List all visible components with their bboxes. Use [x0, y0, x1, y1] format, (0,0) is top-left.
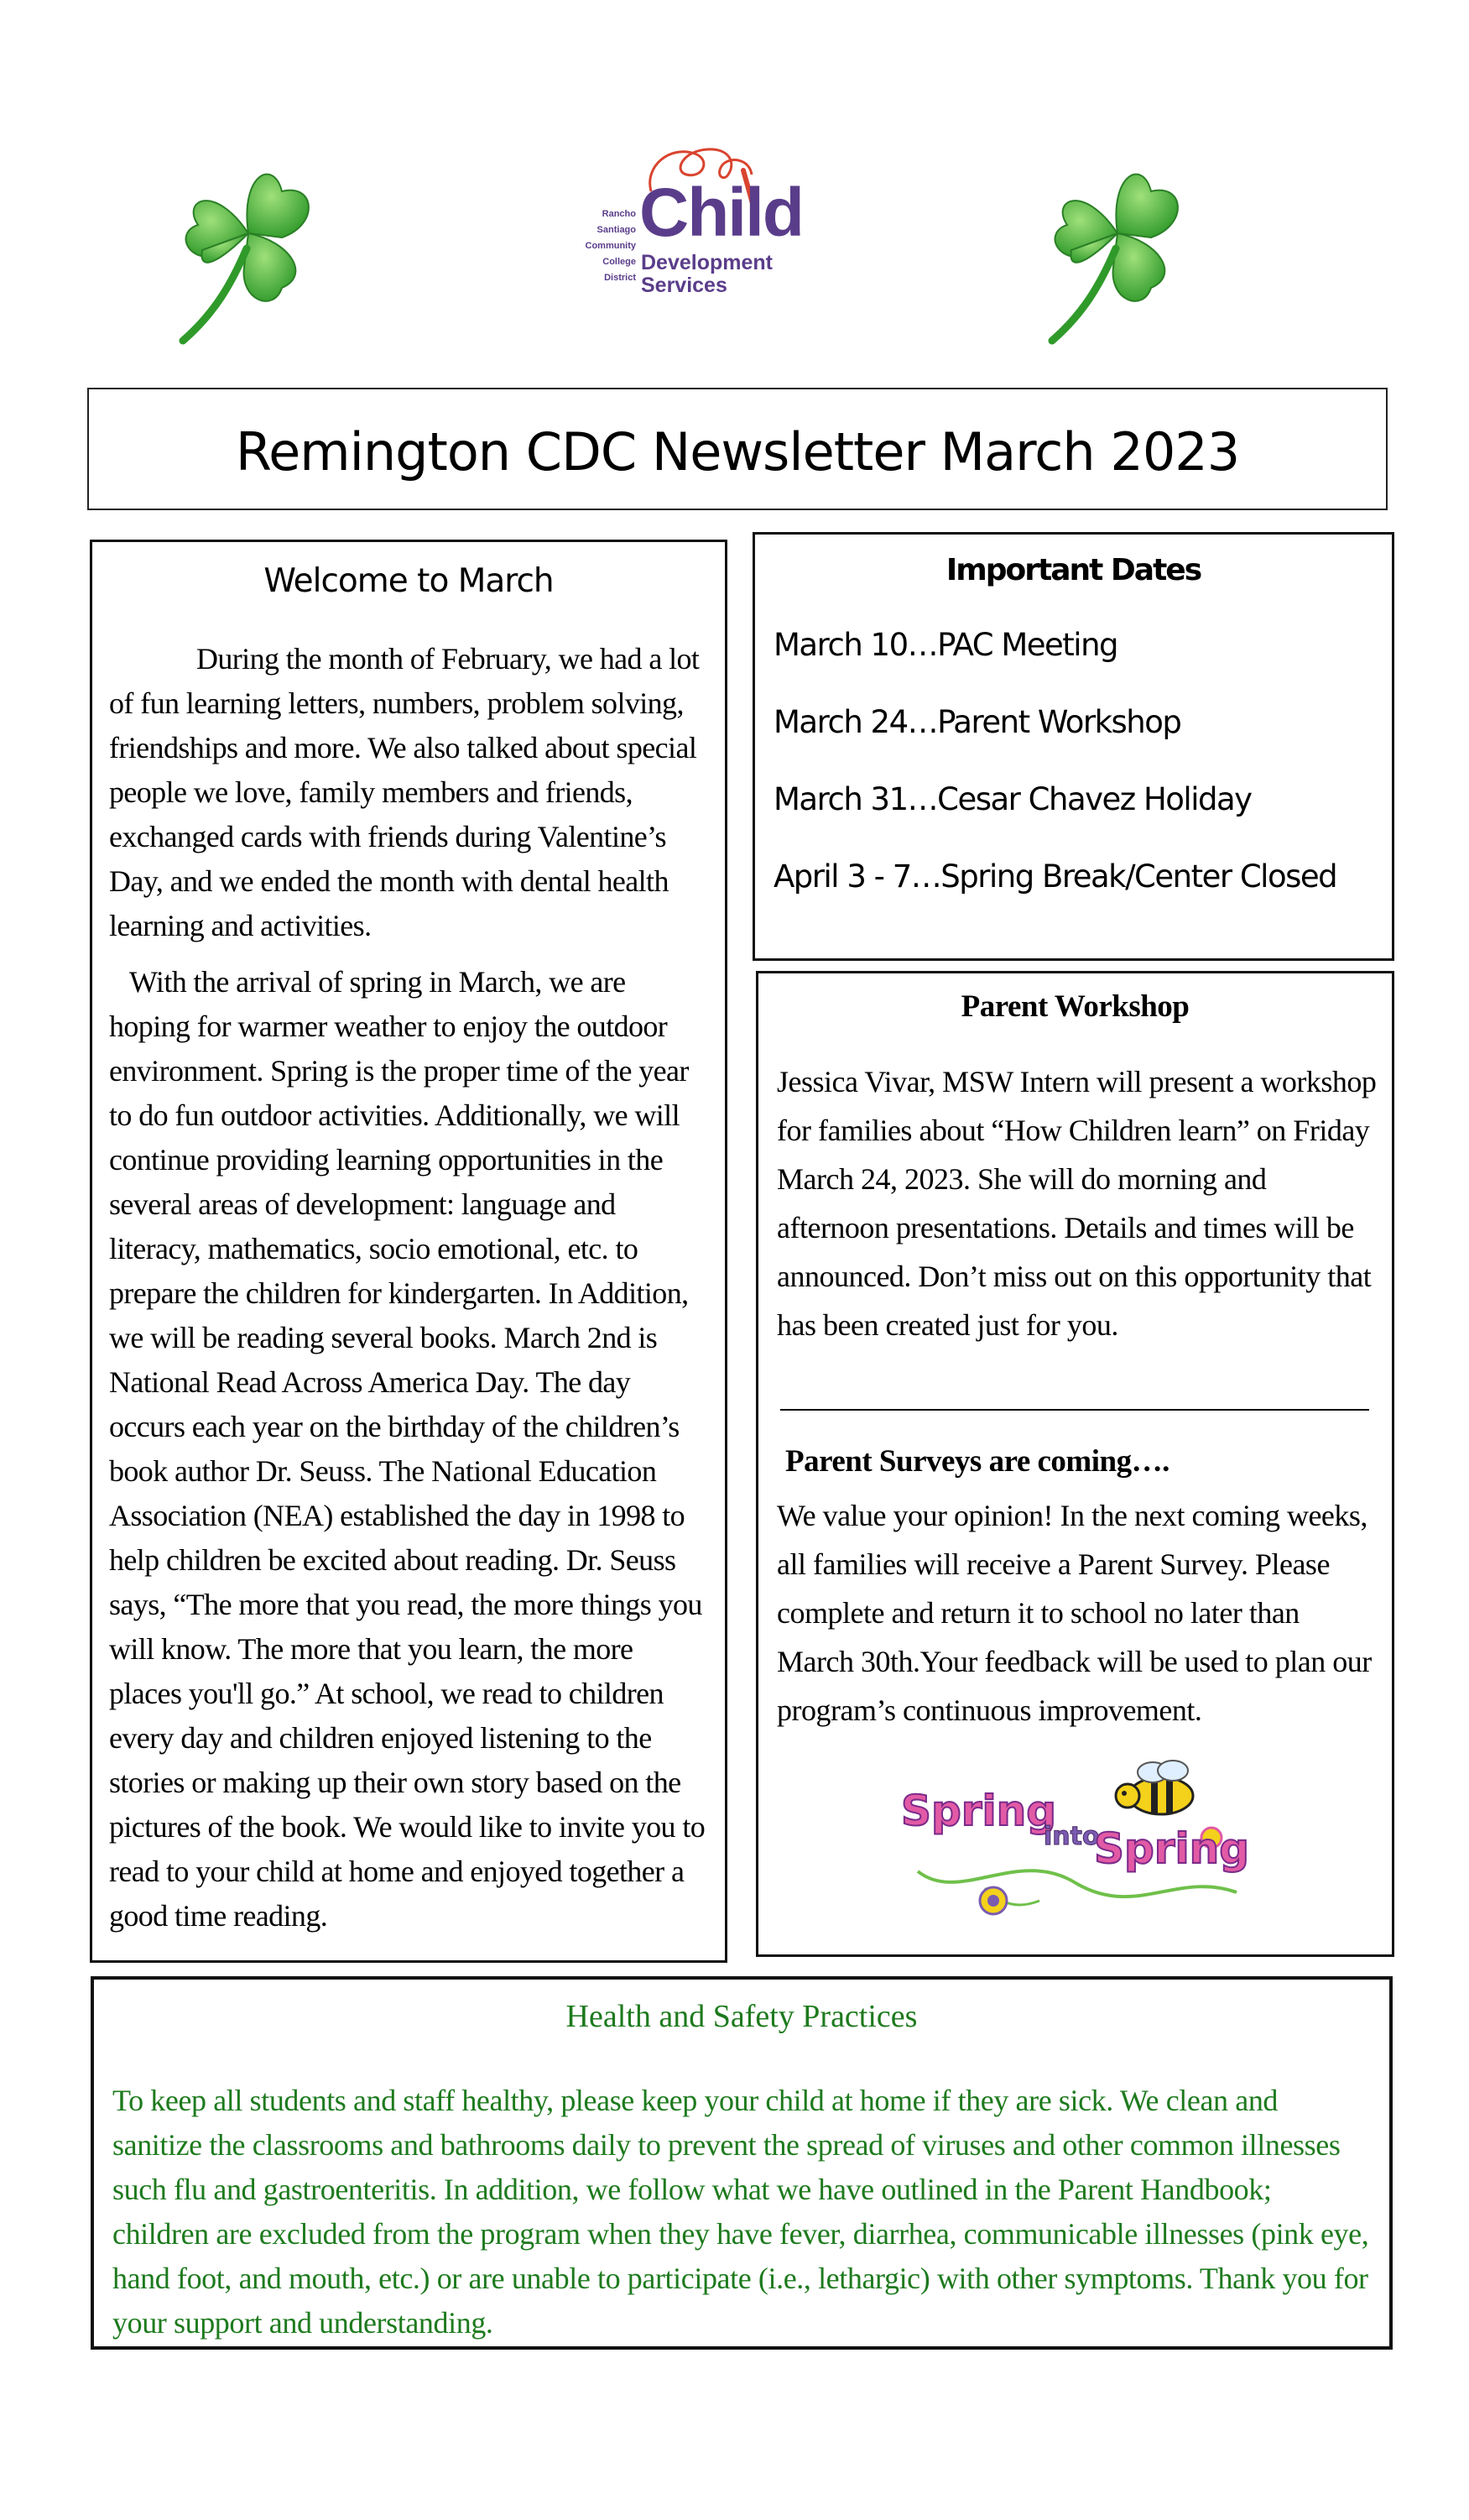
logo-district-lines: [579, 206, 636, 286]
health-heading: Health and Safety Practices: [565, 1999, 918, 2034]
welcome-paragraph: During the month of February, we had a lot of fun learning letters, numbers, problem solving, friendships and more. We also talked about special people we love, family members and friends, exchanged cards with friends during Valentine’s Day, and we ended the month with dental health learning and activities.: [109, 642, 700, 942]
spring-art-word: into: [1044, 1822, 1100, 1851]
spring-art-word: Spring: [1094, 1824, 1249, 1873]
logo-side-line: District: [604, 273, 636, 283]
important-dates-section: [753, 532, 1394, 961]
logo-side-line: Community: [585, 241, 636, 251]
date-item: March 10…PAC Meeting: [774, 627, 1118, 663]
title-box: [87, 388, 1388, 510]
welcome-paragraph: With the arrival of spring in March, we are hoping for warmer weather to enjoy the outdoor environment. Spring is the proper time of the year to do fun outdoor activities. Additionally, we will continue providing learning opportunities in the several areas of development: language and literacy, mathematics, socio emotional, etc. to prepare the children for kindergarten. In Addition, we will be reading several books. March 2nd is National Read Across America Day. The day occurs each year on the birthday of the children’s book author Dr. Seuss. The National Education Association (NEA) established the day in 1998 to help children be excited about reading. Dr. Seuss says, “The more that you read, the more things you will know. The more that you learn, the more places you'll go.” At school, we read to children every day and children enjoyed listening to the stories or making up their own story based on the pictures of the book. We would like to invite you to read to your child at home and enjoyed together a good time reading.: [109, 965, 706, 1933]
date-item: March 24…Parent Workshop: [774, 704, 1181, 740]
logo-sub-line: Development: [641, 251, 773, 274]
logo-side-line: Santiago: [596, 225, 636, 235]
health-body: To keep all students and staff healthy, please keep your child at home if they are sick. We clean and sanitize the classrooms and bathrooms daily to prevent the spread of viruses and other common illnesses such flu and gastroenteritis. In addition, we follow what we have outlined in the Parent Handbook; children are excluded from the program when they have fever, diarrhea, communicable illnesses (pink eye, hand foot, and mouth, etc.) or are unable to participate (i.e., lethargic) with other symptoms. Thank you for your support and understanding.: [112, 2084, 1369, 2340]
spring-into-spring-art: [884, 1745, 1270, 1922]
date-item: March 31…Cesar Chavez Holiday: [774, 781, 1252, 817]
logo-side-line: Rancho: [602, 209, 636, 219]
page-title: Remington CDC Newsletter March 2023: [235, 421, 1240, 483]
logo-sub-line: Services: [641, 274, 727, 297]
welcome-body: [109, 637, 706, 1950]
spring-art-word: Spring: [901, 1787, 1056, 1835]
section-divider: [780, 1409, 1369, 1411]
logo-main-text: Child: [639, 175, 803, 251]
parent-workshop-heading: Parent Workshop: [961, 989, 1190, 1024]
welcome-heading: Welcome to March: [263, 562, 554, 600]
parent-surveys-heading: Parent Surveys are coming….: [785, 1444, 1169, 1479]
date-item: April 3 - 7…Spring Break/Center Closed: [774, 858, 1337, 895]
parent-surveys-body: We value your opinion! In the next coming weeks, all families will receive a Parent Survey. Please complete and return it to school no later than March 30th.Your feedback will be used to plan our program’s continuous improvement.: [777, 1499, 1372, 1727]
parent-workshop-body: Jessica Vivar, MSW Intern will present a workshop for families about “How Children learn” on Friday March 24, 2023. She will do morning and afternoon presentations. Details and times will be announced. Don’t miss out on this opportunity that has been created just for you.: [777, 1065, 1377, 1342]
important-dates-list: [774, 627, 1336, 936]
parent-workshop-section: [756, 971, 1394, 1957]
shamrock-right-icon: [1034, 149, 1201, 351]
cds-logo: [579, 141, 803, 317]
welcome-section: [90, 540, 727, 1963]
health-safety-section: [91, 1976, 1393, 2350]
important-dates-heading: Important Dates: [945, 553, 1201, 587]
logo-side-line: College: [602, 257, 636, 267]
logo-sub-text: [641, 252, 773, 297]
shamrock-left-icon: [164, 149, 332, 351]
